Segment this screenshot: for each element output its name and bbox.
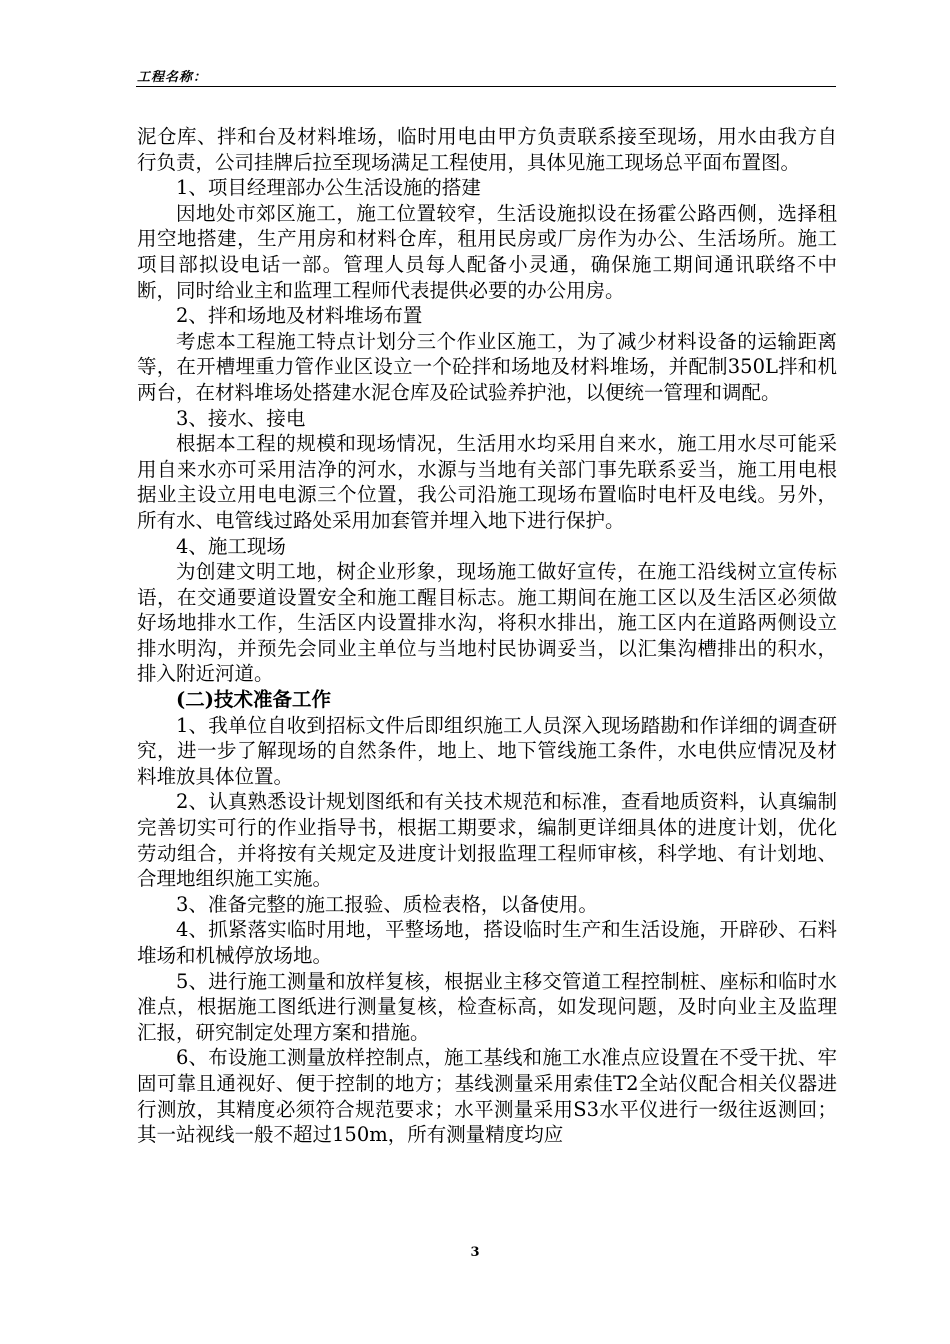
paragraph: 考虑本工程施工特点计划分三个作业区施工，为了减少材料设备的运输距离等，在开槽埋重力管作业区设立一个砼拌和场地及材料堆场，并配制350L拌和机两台，在材料堆场处搭建水泥仓库及砼试验养护池，以便统一管理和调配。: [137, 329, 837, 404]
paragraph: 因地处市郊区施工，施工位置较窄，生活设施拟设在扬霍公路西侧，选择租用空地搭建，生产用房和材料仓库，租用民房或厂房作为办公、生活场所。施工项目部拟设电话一部。管理人员每人配备小灵通，确保施工期间通讯联络不中断，同时给业主和监理工程师代表提供必要的办公用房。: [137, 201, 837, 302]
tech-item: 5、进行施工测量和放样复核，根据业主移交管道工程控制桩、座标和临时水准点，根据施工图纸进行测量复核，检查标高，如发现问题，及时向业主及监理汇报，研究制定处理方案和措施。: [137, 969, 837, 1044]
tech-item: 6、布设施工测量放样控制点，施工基线和施工水准点应设置在不受干扰、牢固可靠且通视好、便于控制的地方；基线测量采用索佳T2全站仪配合相关仪器进行测放，其精度必须符合规范要求；水平测量采用S3水平仪进行一级往返测回；其一站视线一般不超过150m，所有测量精度均应: [137, 1046, 837, 1147]
subheading: 2、拌和场地及材料堆场布置: [176, 304, 423, 328]
tech-item: 3、准备完整的施工报验、质检表格，以备使用。: [176, 892, 598, 916]
paragraph: 泥仓库、拌和台及材料堆场，临时用电由甲方负责联系接至现场，用水由我方自行负责，公司挂牌后拉至现场满足工程使用，具体见施工现场总平面布置图。: [137, 125, 837, 174]
tech-item: 1、我单位自收到招标文件后即组织施工人员深入现场踏勘和作详细的调查研究，进一步了解现场的自然条件，地上、地下管线施工条件，水电供应情况及材料堆放具体位置。: [137, 713, 837, 788]
subheading: 4、施工现场: [176, 534, 286, 558]
document-body: [137, 124, 837, 1148]
page-number: 3: [470, 1245, 480, 1260]
subheading: 1、项目经理部办公生活设施的搭建: [176, 176, 481, 200]
section-heading: (二)技术准备工作: [176, 688, 331, 712]
tech-item: 4、抓紧落实临时用地，平整场地，搭设临时生产和生活设施，开辟砂、石料堆场和机械停放场地。: [137, 918, 837, 967]
paragraph: 根据本工程的规模和现场情况，生活用水均采用自来水，施工用水尽可能采用自来水亦可采用洁净的河水，水源与当地有关部门事先联系妥当，施工用电根据业主设立用电电源三个位置，我公司沿施工现场布置临时电杆及电线。另外，所有水、电管线过路处采用加套管并埋入地下进行保护。: [137, 432, 837, 532]
paragraph: 为创建文明工地，树企业形象，现场施工做好宣传，在施工沿线树立宣传标语，在交通要道设置安全和施工醒目标志。施工期间在施工区以及生活区必须做好场地排水工作，生活区内设置排水沟，将积水排出，施工区内在道路两侧设立排水明沟，并预先会同业主单位与当地村民协调妥当，以汇集沟槽排出的积水，排入附近河道。: [137, 560, 837, 686]
tech-item: 2、认真熟悉设计规划图纸和有关技术规范和标准，查看地质资料，认真编制完善切实可行的作业指导书，根据工期要求，编制更详细具体的进度计划，优化劳动组合，并将按有关规定及进度计划报监理工程师审核，科学地、有计划地、合理地组织施工实施。: [137, 790, 837, 891]
page-header: [136, 66, 836, 87]
project-name-label: 工程名称：: [137, 70, 208, 85]
subheading: 3、接水、接电: [176, 406, 306, 430]
